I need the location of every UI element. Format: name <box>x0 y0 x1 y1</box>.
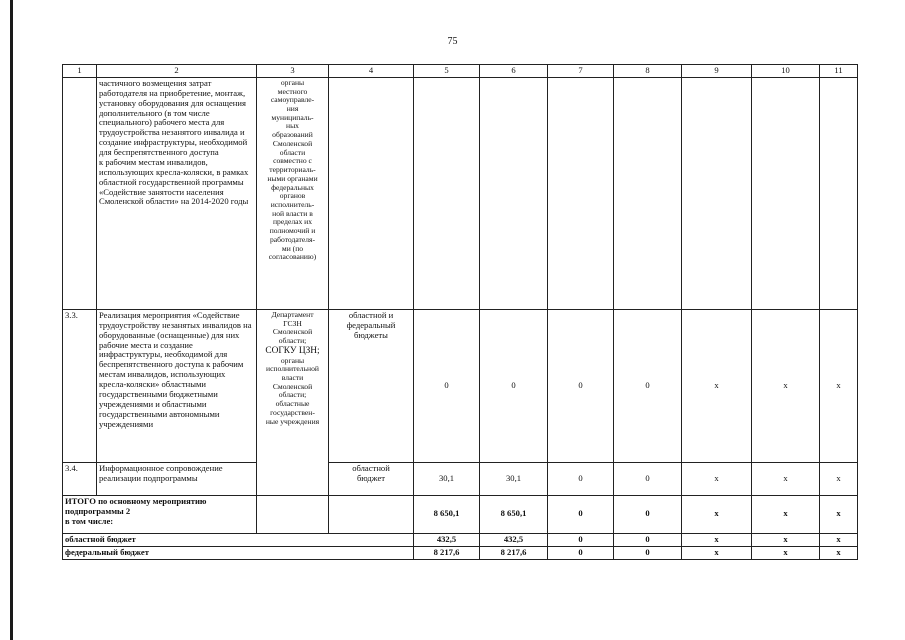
value-cell: 0 <box>548 309 614 462</box>
value-cell: х <box>752 309 820 462</box>
value-cell: х <box>682 309 752 462</box>
executor-text <box>257 309 329 495</box>
value-cell: 8 217,6 <box>480 546 548 559</box>
column-number: 9 <box>682 65 752 78</box>
value-cell: 0 <box>614 546 682 559</box>
column-number-row <box>63 65 858 78</box>
program-table <box>62 64 858 560</box>
subtotal-row <box>63 533 858 546</box>
value-cell: 0 <box>548 546 614 559</box>
funding-source <box>329 77 414 309</box>
value-cell: 30,1 <box>480 462 548 495</box>
value-cell: 0 <box>614 533 682 546</box>
value-cell: 432,5 <box>414 533 480 546</box>
value-cell: х <box>820 495 858 533</box>
value-cell: 0 <box>614 309 682 462</box>
value-cell: 432,5 <box>480 533 548 546</box>
value-cell: х <box>820 309 858 462</box>
column-number: 5 <box>414 65 480 78</box>
page-number: 75 <box>447 36 458 47</box>
executor-line: СОГКУ ЦЗН; <box>265 345 320 356</box>
activity-description: частичного возмещения затрат работодателя на приобретение, монтаж, установку оборудования для оснащения дополнительного (в том числе специального) рабочего места для трудоустройства незанятого инвалида и создание инфраструктуры, необходимой для беспрепятственного доступа к рабочим местам инвалидов, использующих кресла-коляски, в рамках областной государственной программы «Содействие занятости населения Смоленской области» на 2014-2020 годы <box>97 77 257 309</box>
column-number: 11 <box>820 65 858 78</box>
item-number <box>63 77 97 309</box>
value-cell: х <box>682 495 752 533</box>
value-cell: 8 650,1 <box>414 495 480 533</box>
value-cell: 0 <box>614 462 682 495</box>
value-cell <box>548 77 614 309</box>
value-cell: 8 217,6 <box>414 546 480 559</box>
value-cell: 0 <box>548 462 614 495</box>
value-cell: 0 <box>548 533 614 546</box>
subtotal-row <box>63 546 858 559</box>
column-number: 6 <box>480 65 548 78</box>
total-row <box>63 495 858 533</box>
value-cell <box>414 77 480 309</box>
executor-text: органы местного самоуправле- ния муниципаль- ных образований Смоленской области совместно с территориаль- ными органами федеральных органов исполнитель- ной власти в пределах их полномочий и работодателя- ми (по согласованию) <box>257 77 329 309</box>
value-cell: х <box>820 533 858 546</box>
value-cell: х <box>752 462 820 495</box>
column-number: 8 <box>614 65 682 78</box>
value-cell: х <box>682 462 752 495</box>
table-row <box>63 77 858 309</box>
value-cell: х <box>682 546 752 559</box>
value-cell: 8 650,1 <box>480 495 548 533</box>
value-cell <box>752 77 820 309</box>
value-cell: х <box>752 546 820 559</box>
subtotal-label: областной бюджет <box>63 533 414 546</box>
total-label: ИТОГО по основному мероприятию подпрограммы 2 в том числе: <box>63 495 257 533</box>
column-number: 3 <box>257 65 329 78</box>
column-number: 10 <box>752 65 820 78</box>
value-cell: 30,1 <box>414 462 480 495</box>
value-cell: 0 <box>480 309 548 462</box>
value-cell: х <box>752 495 820 533</box>
table-row <box>63 462 858 495</box>
value-cell: 0 <box>414 309 480 462</box>
value-cell: 0 <box>614 495 682 533</box>
value-cell: х <box>820 462 858 495</box>
value-cell: х <box>682 533 752 546</box>
column-number: 2 <box>97 65 257 78</box>
scan-border <box>10 0 13 640</box>
activity-description: Информационное сопровождение реализации подпрограммы <box>97 462 257 495</box>
executor-line: Департамент ГСЗН Смоленской области; <box>271 309 314 346</box>
value-cell <box>480 77 548 309</box>
funding-source: областной и федеральный бюджеты <box>329 309 414 462</box>
value-cell: х <box>752 533 820 546</box>
executor-line: органы исполнительной власти Смоленской области; областные государствен- ные учреждения <box>265 355 320 426</box>
value-cell: х <box>820 546 858 559</box>
item-number: 3.3. <box>63 309 97 462</box>
value-cell <box>820 77 858 309</box>
activity-description: Реализация мероприятия «Содействие трудоустройству незанятых инвалидов на оборудованные (оснащенные) для них рабочие места и создание инфраструктуры, необходимой для беспрепятственного доступа к рабочим местам инвалидов, использующих кресла-коляски» областными государственными бюджетными учреждениями и областными государственными автономными учреждениями <box>97 309 257 462</box>
empty-cell <box>257 495 329 533</box>
table-row <box>63 309 858 462</box>
subtotal-label: федеральный бюджет <box>63 546 414 559</box>
column-number: 4 <box>329 65 414 78</box>
value-cell: 0 <box>548 495 614 533</box>
empty-cell <box>329 495 414 533</box>
column-number: 7 <box>548 65 614 78</box>
column-number: 1 <box>63 65 97 78</box>
funding-source: областной бюджет <box>329 462 414 495</box>
value-cell <box>614 77 682 309</box>
item-number: 3.4. <box>63 462 97 495</box>
value-cell <box>682 77 752 309</box>
